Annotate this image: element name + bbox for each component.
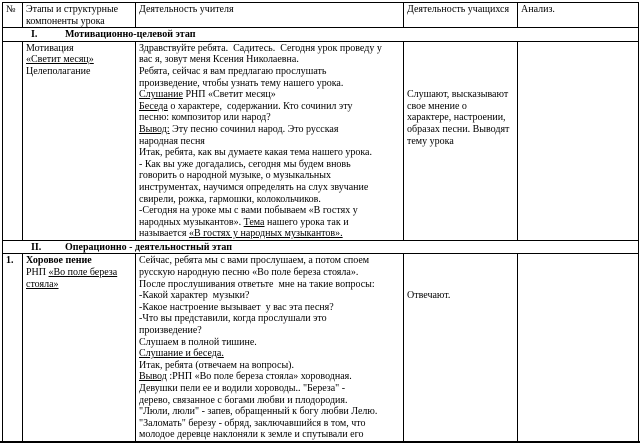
cell-teacher-activity xyxy=(136,41,404,240)
section-header-cell xyxy=(3,240,639,254)
text-segment: :РНП «Во поле береза стояла» хороводная. xyxy=(166,371,352,383)
cell-teacher-activity xyxy=(136,254,404,442)
text-line xyxy=(6,255,19,267)
table-row xyxy=(3,254,639,442)
text-segment: русскую народную песню «Во поле береза стояла». xyxy=(139,267,359,279)
text-segment: песню: композитор или народ? xyxy=(139,112,271,124)
text-line xyxy=(139,418,400,430)
text-segment: народная песня xyxy=(139,135,205,147)
text-segment: «Светит месяц» xyxy=(26,54,94,66)
text-segment: Слушают, высказывают xyxy=(407,89,509,101)
text-segment: Тема xyxy=(243,216,265,228)
text-line xyxy=(139,290,400,302)
text-line xyxy=(139,136,400,148)
text-segment: -Какой характер музыки? xyxy=(139,290,250,302)
text-line xyxy=(407,101,514,113)
text-segment: Итак, ребята (отвечаем на вопросы). xyxy=(139,359,295,371)
text-line xyxy=(139,255,400,267)
header-number: № xyxy=(3,3,23,28)
text-segment: Здравствуйте ребята. Садитесь. Сегодня урок проведу у xyxy=(139,42,382,54)
section-number: I. xyxy=(31,29,38,41)
section-row xyxy=(3,240,639,254)
text-segment: называется xyxy=(139,228,189,240)
header-analysis: Анализ. xyxy=(518,3,639,28)
text-line xyxy=(26,66,132,78)
text-line xyxy=(26,54,132,66)
text-line xyxy=(139,371,400,383)
section-title: Операционно - деятельностный этап xyxy=(65,241,233,253)
cell-stage xyxy=(23,41,136,240)
blank-line xyxy=(407,66,514,78)
header-teacher-activity: Деятельность учителя xyxy=(136,3,404,28)
text-segment: образах песни. Выводят xyxy=(407,123,510,135)
text-line xyxy=(139,182,400,194)
text-line xyxy=(139,147,400,159)
section-number: II. xyxy=(31,241,42,253)
header-student-activity: Деятельность учащихся xyxy=(404,3,518,28)
text-segment: говорить о народной музыке, о музыкальных xyxy=(139,170,331,182)
text-line xyxy=(139,170,400,182)
blank-line xyxy=(407,267,514,279)
text-segment: свое мнение о xyxy=(407,100,467,112)
text-line xyxy=(139,267,400,279)
cell-analysis xyxy=(518,254,639,442)
blank-line xyxy=(407,78,514,90)
lesson-plan-table xyxy=(2,2,639,442)
cell-analysis xyxy=(518,41,639,240)
text-segment: Слушание и беседа. xyxy=(139,348,224,360)
cell-number xyxy=(3,41,23,240)
text-segment: Отвечают. xyxy=(407,290,451,302)
cell-student-activity xyxy=(404,254,518,442)
text-segment: характере, настроении, xyxy=(407,112,506,124)
text-segment: дерево, связанное с богами любви и плодородия. xyxy=(139,394,348,406)
text-line xyxy=(139,383,400,395)
text-segment: Мотивация xyxy=(26,42,74,54)
text-segment: Ребята, сейчас я вам предлагаю прослушать xyxy=(139,65,327,77)
text-line xyxy=(139,406,400,418)
text-segment: Слушание xyxy=(139,89,183,101)
text-segment: «Во поле береза xyxy=(48,267,118,279)
text-line xyxy=(139,43,400,55)
text-line xyxy=(139,217,400,229)
table-body xyxy=(3,28,639,442)
text-line xyxy=(139,101,400,113)
text-line xyxy=(139,89,400,101)
cell-student-activity xyxy=(404,41,518,240)
text-segment: - Как вы уже догадались, сегодня мы будем вновь xyxy=(139,158,351,170)
text-segment: инструментах, научимся определять на слух звучание xyxy=(139,181,369,193)
text-line xyxy=(139,228,400,240)
text-segment: "Заломать" березу - обряд, заключавшийся в том, что xyxy=(139,417,366,429)
text-segment: молодое деревце наклоняли к земле и спутывали его xyxy=(139,429,364,441)
text-line xyxy=(139,66,400,78)
text-line xyxy=(407,89,514,101)
text-line xyxy=(26,267,132,279)
text-segment: стояла» xyxy=(26,278,59,290)
text-segment: о характере, содержании. Кто сочинил эту xyxy=(167,100,353,112)
text-segment: Итак, ребята, как вы думаете какая тема нашего урока. xyxy=(139,147,372,159)
text-segment: «В гостях у народных музыкантов». xyxy=(188,228,343,240)
text-line xyxy=(407,290,514,302)
text-line xyxy=(139,124,400,136)
text-line xyxy=(139,205,400,217)
text-line xyxy=(139,429,400,441)
text-segment: Вывод xyxy=(139,371,167,383)
text-line xyxy=(407,136,514,148)
text-segment: Беседа xyxy=(139,100,168,112)
cell-stage xyxy=(23,254,136,442)
text-line xyxy=(26,255,132,267)
text-line xyxy=(139,348,400,360)
cell-number xyxy=(3,254,23,442)
blank-line xyxy=(407,255,514,267)
text-segment: РНП «Светит месяц» xyxy=(182,89,276,101)
text-line xyxy=(139,54,400,66)
text-segment: произведение, чтобы узнать тему нашего урока. xyxy=(139,77,344,89)
text-segment: Слушаем в полной тишине. xyxy=(139,336,257,348)
table-row xyxy=(3,41,639,240)
text-segment: Девушки пели ее и водили хороводы.. "Береза" - xyxy=(139,383,346,394)
text-segment: свирели, рожка, гармошки, колокольчиков. xyxy=(139,193,321,205)
text-segment: Вывод: xyxy=(139,123,170,135)
section-title: Мотивационно-целевой этап xyxy=(65,29,196,41)
text-segment: РНП xyxy=(26,267,49,279)
text-line xyxy=(139,279,400,291)
text-line xyxy=(139,159,400,171)
text-segment: народных музыкантов». xyxy=(139,216,244,228)
text-segment: "Люли, люли" - запев, обращенный к богу любви Лелю. xyxy=(139,406,378,418)
text-segment: нашего урока так и xyxy=(264,216,349,228)
text-line xyxy=(26,43,132,55)
text-line xyxy=(139,112,400,124)
text-segment: -Что вы представили, когда прослушали это xyxy=(139,313,327,325)
blank-line xyxy=(407,279,514,291)
text-line xyxy=(407,112,514,124)
text-line xyxy=(139,360,400,372)
text-segment: Хоровое пение xyxy=(26,255,92,267)
blank-line xyxy=(407,43,514,55)
text-segment: -Какое настроение вызывает у вас эта песня? xyxy=(139,301,334,313)
text-segment: произведение? xyxy=(139,325,202,337)
text-line xyxy=(139,325,400,337)
text-segment: Целеполагание xyxy=(26,65,91,77)
text-line xyxy=(26,279,132,291)
text-line xyxy=(139,313,400,325)
text-line xyxy=(139,194,400,206)
text-line xyxy=(139,395,400,407)
text-segment: Эту песню сочинил народ. Это русская xyxy=(169,123,339,135)
blank-line xyxy=(407,54,514,66)
text-segment: Сейчас, ребята мы с вами прослушаем, а потом споем xyxy=(139,255,370,267)
text-segment: -Сегодня на уроке мы с вами побываем «В гостях у xyxy=(139,205,358,217)
header-row xyxy=(3,3,639,28)
text-segment: тему урока xyxy=(407,135,454,147)
text-line xyxy=(139,78,400,90)
text-segment: После прослушивания ответьте мне на такие вопросы: xyxy=(139,278,375,290)
header-stage: Этапы и структурные компоненты урока xyxy=(23,3,136,28)
text-line xyxy=(407,124,514,136)
text-segment: 1. xyxy=(6,255,14,267)
text-segment: вас я, зовут меня Ксения Николаевна. xyxy=(139,54,299,66)
text-line xyxy=(139,337,400,349)
section-row xyxy=(3,28,639,42)
text-line xyxy=(139,302,400,314)
section-header-cell xyxy=(3,28,639,42)
